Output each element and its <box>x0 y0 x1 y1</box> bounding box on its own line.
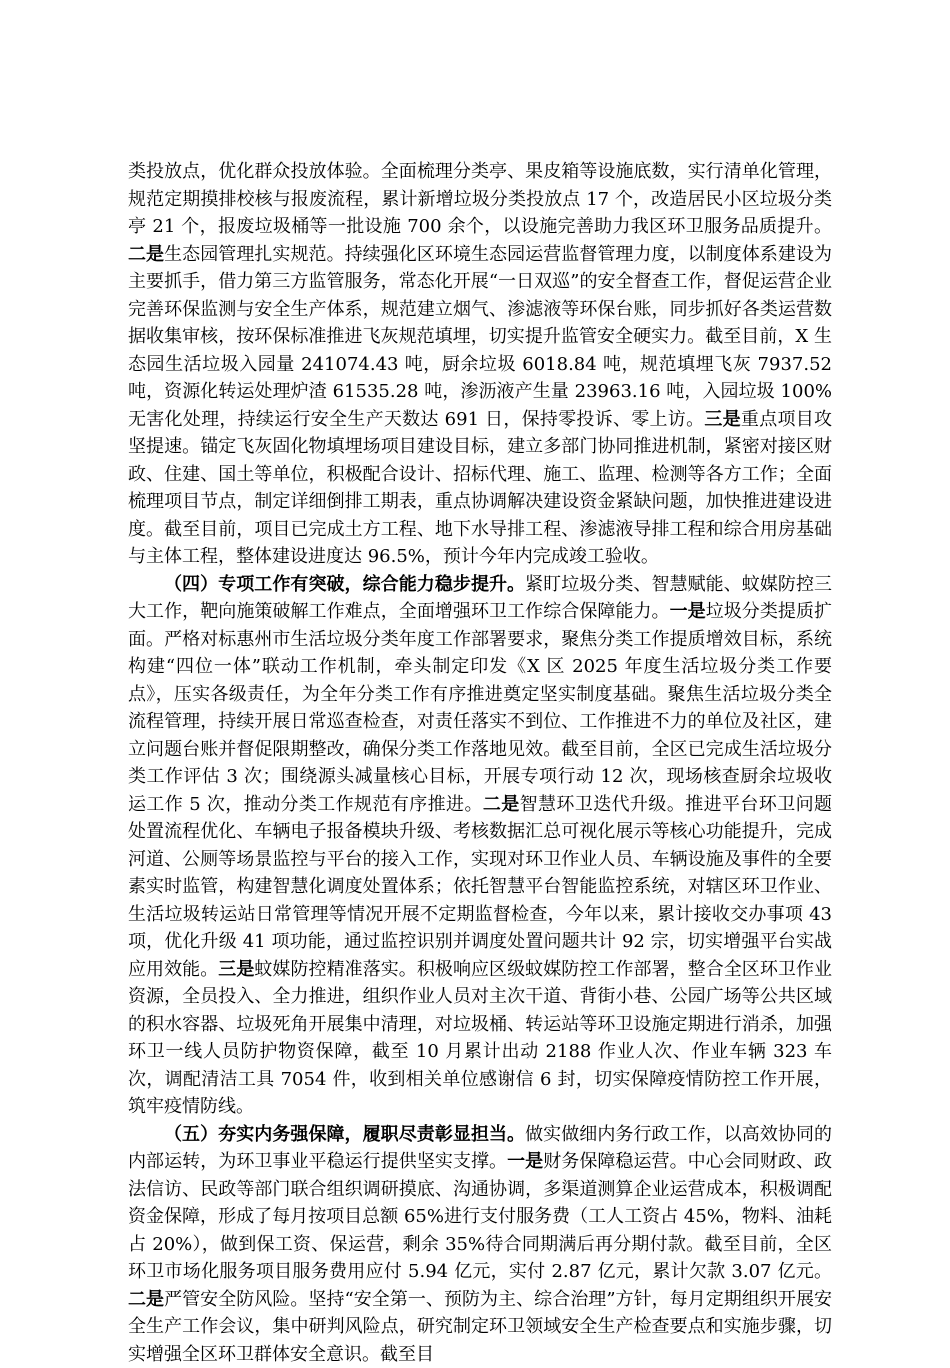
point-heading-three: 三是 <box>218 959 254 980</box>
point-heading-one: 一是 <box>670 601 706 622</box>
text-run: 做实做细内务行政工作，以高效协同的内部运转，为环卫事业平稳运行提供坚实支撑。 <box>128 1124 832 1173</box>
paragraph-sanitation-facilities <box>128 158 832 571</box>
text-run: 生态园管理扎实规范。持续强化区环境生态园运营监督管理力度，以制度体系建设为主要抓手，借力第三方监管服务，常态化开展“一日双巡”的安全督查工作，督促运营企业完善环保监测与安全生产体系，规范建立烟气、渗滤液等环保台账，同步抓好各类运营数据收集审核，按环保标准推进飞灰规范填埋，切实提升监管安全硬实力。截至目前，X 生态园生活垃圾入园量 241074.43 吨，厨余垃圾 6018.84 吨，规范填埋飞灰 7937.52 吨，资源化转运处理炉渣 61535.28 吨，渗沥液产生量 23963.16 吨，入园垃圾 100%无害化处理，持续运行安全生产天数达 691 日，保持零投诉、零上访。 <box>128 244 832 430</box>
point-heading-two: 二是 <box>483 794 520 815</box>
section-heading-four: （四）专项工作有突破，综合能力稳步提升。 <box>164 574 525 595</box>
point-heading-two: 二是 <box>128 244 164 265</box>
point-heading-three: 三是 <box>704 409 741 430</box>
text-run: 智慧环卫迭代升级。推进平台环卫问题处置流程优化、车辆电子报备模块升级、考核数据汇总可视化展示等核心功能提升，完成河道、公厕等场景监控与平台的接入工作，实现对环卫作业人员、车辆设施及事件的全要素实时监管，构建智慧化调度处置体系；依托智慧平台智能监控系统，对辖区环卫作业、生活垃圾转运站日常管理等情况开展不定期监督检查，今年以来，累计接收交办事项 43 项，优化升级 41 项功能，通过监控识别并调度处置问题共计 92 宗，切实增强平台实战应用效能。 <box>128 794 832 980</box>
point-heading-two: 二是 <box>128 1289 164 1310</box>
text-run: 蚊媒防控精准落实。积极响应区级蚊媒防控工作部署，整合全区环卫作业资源，全员投入、全力推进，组织作业人员对主次干道、背街小巷、公园广场等公共区域的积水容器、垃圾死角开展集中清理，对垃圾桶、转运站等环卫设施定期进行消杀，加强环卫一线人员防护物资保障，截至 10 月累计出动 2188 作业人次、作业车辆 323 车次，调配清洁工具 7054 件，收到相关单位感谢信 6 封，切实保障疫情防控工作开展，筑牢疫情防线。 <box>128 959 832 1118</box>
text-run: 财务保障稳运营。中心会同财政、政法信访、民政等部门联合组织调研摸底、沟通协调，多渠道测算企业运营成本，积极调配资金保障，形成了每月按项目总额 65%进行支付服务费（工人工资占 45%，物料、油耗占 20%），做到保工资、保运营，剩余 35%待合同期满后再分期付款。截至目前，全区环卫市场化服务项目服务费用应付 5.94 亿元，实付 2.87 亿元，累计欠款 3.07 亿元。 <box>128 1151 832 1282</box>
point-heading-one: 一是 <box>507 1151 543 1172</box>
paragraph-section-four <box>128 571 832 1121</box>
text-run: 垃圾分类提质扩面。严格对标惠州市生活垃圾分类年度工作部署要求，聚焦分类工作提质增效目标，系统构建“四位一体”联动工作机制，牵头制定印发《X 区 2025 年度生活垃圾分类工作要点》，压实各级责任，为全年分类工作有序推进奠定坚实制度基础。聚焦生活垃圾分类全流程管理，持续开展日常巡查检查，对责任落实不到位、工作推进不力的单位及社区，建立问题台账并督促限期整改，确保分类工作落地见效。截至目前，全区已完成生活垃圾分类工作评估 3 次；围绕源头减量核心目标，开展专项行动 12 次，现场核查厨余垃圾收运工作 5 次，推动分类工作规范有序推进。 <box>128 601 832 815</box>
section-heading-five: （五）夯实内务强保障，履职尽责彰显担当。 <box>164 1124 525 1145</box>
text-run: 紧盯垃圾分类、智慧赋能、蚊媒防控三大工作，靶向施策破解工作难点，全面增强环卫工作综合保障能力。 <box>128 574 832 623</box>
text-run: 严管安全防风险。坚持“安全第一、预防为主、综合治理”方针，每月定期组织开展安全生产工作会议，集中研判风险点，研究制定环卫领域安全生产检查要点和实施步骤，切实增强全区环卫群体安全意识。截至目 <box>128 1289 832 1365</box>
text-run: 重点项目攻坚提速。锚定飞灰固化物填埋场项目建设目标，建立多部门协同推进机制，紧密对接区财政、住建、国土等单位，积极配合设计、招标代理、施工、监理、检测等各方工作；全面梳理项目节点，制定详细倒排工期表，重点协调解决建设资金紧缺问题，加快推进建设进度。截至目前，项目已完成土方工程、地下水导排工程、渗滤液导排工程和综合用房基础与主体工程，整体建设进度达 96.5%，预计今年内完成竣工验收。 <box>128 409 832 568</box>
text-run: 类投放点，优化群众投放体验。全面梳理分类亭、果皮箱等设施底数，实行清单化管理，规范定期摸排校核与报废流程，累计新增垃圾分类投放点 17 个，改造居民小区垃圾分类亭 21 个，报废垃圾桶等一批设施 700 余个，以设施完善助力我区环卫服务品质提升。 <box>128 161 832 237</box>
body-text <box>128 158 832 1368</box>
paragraph-section-five <box>128 1121 832 1368</box>
